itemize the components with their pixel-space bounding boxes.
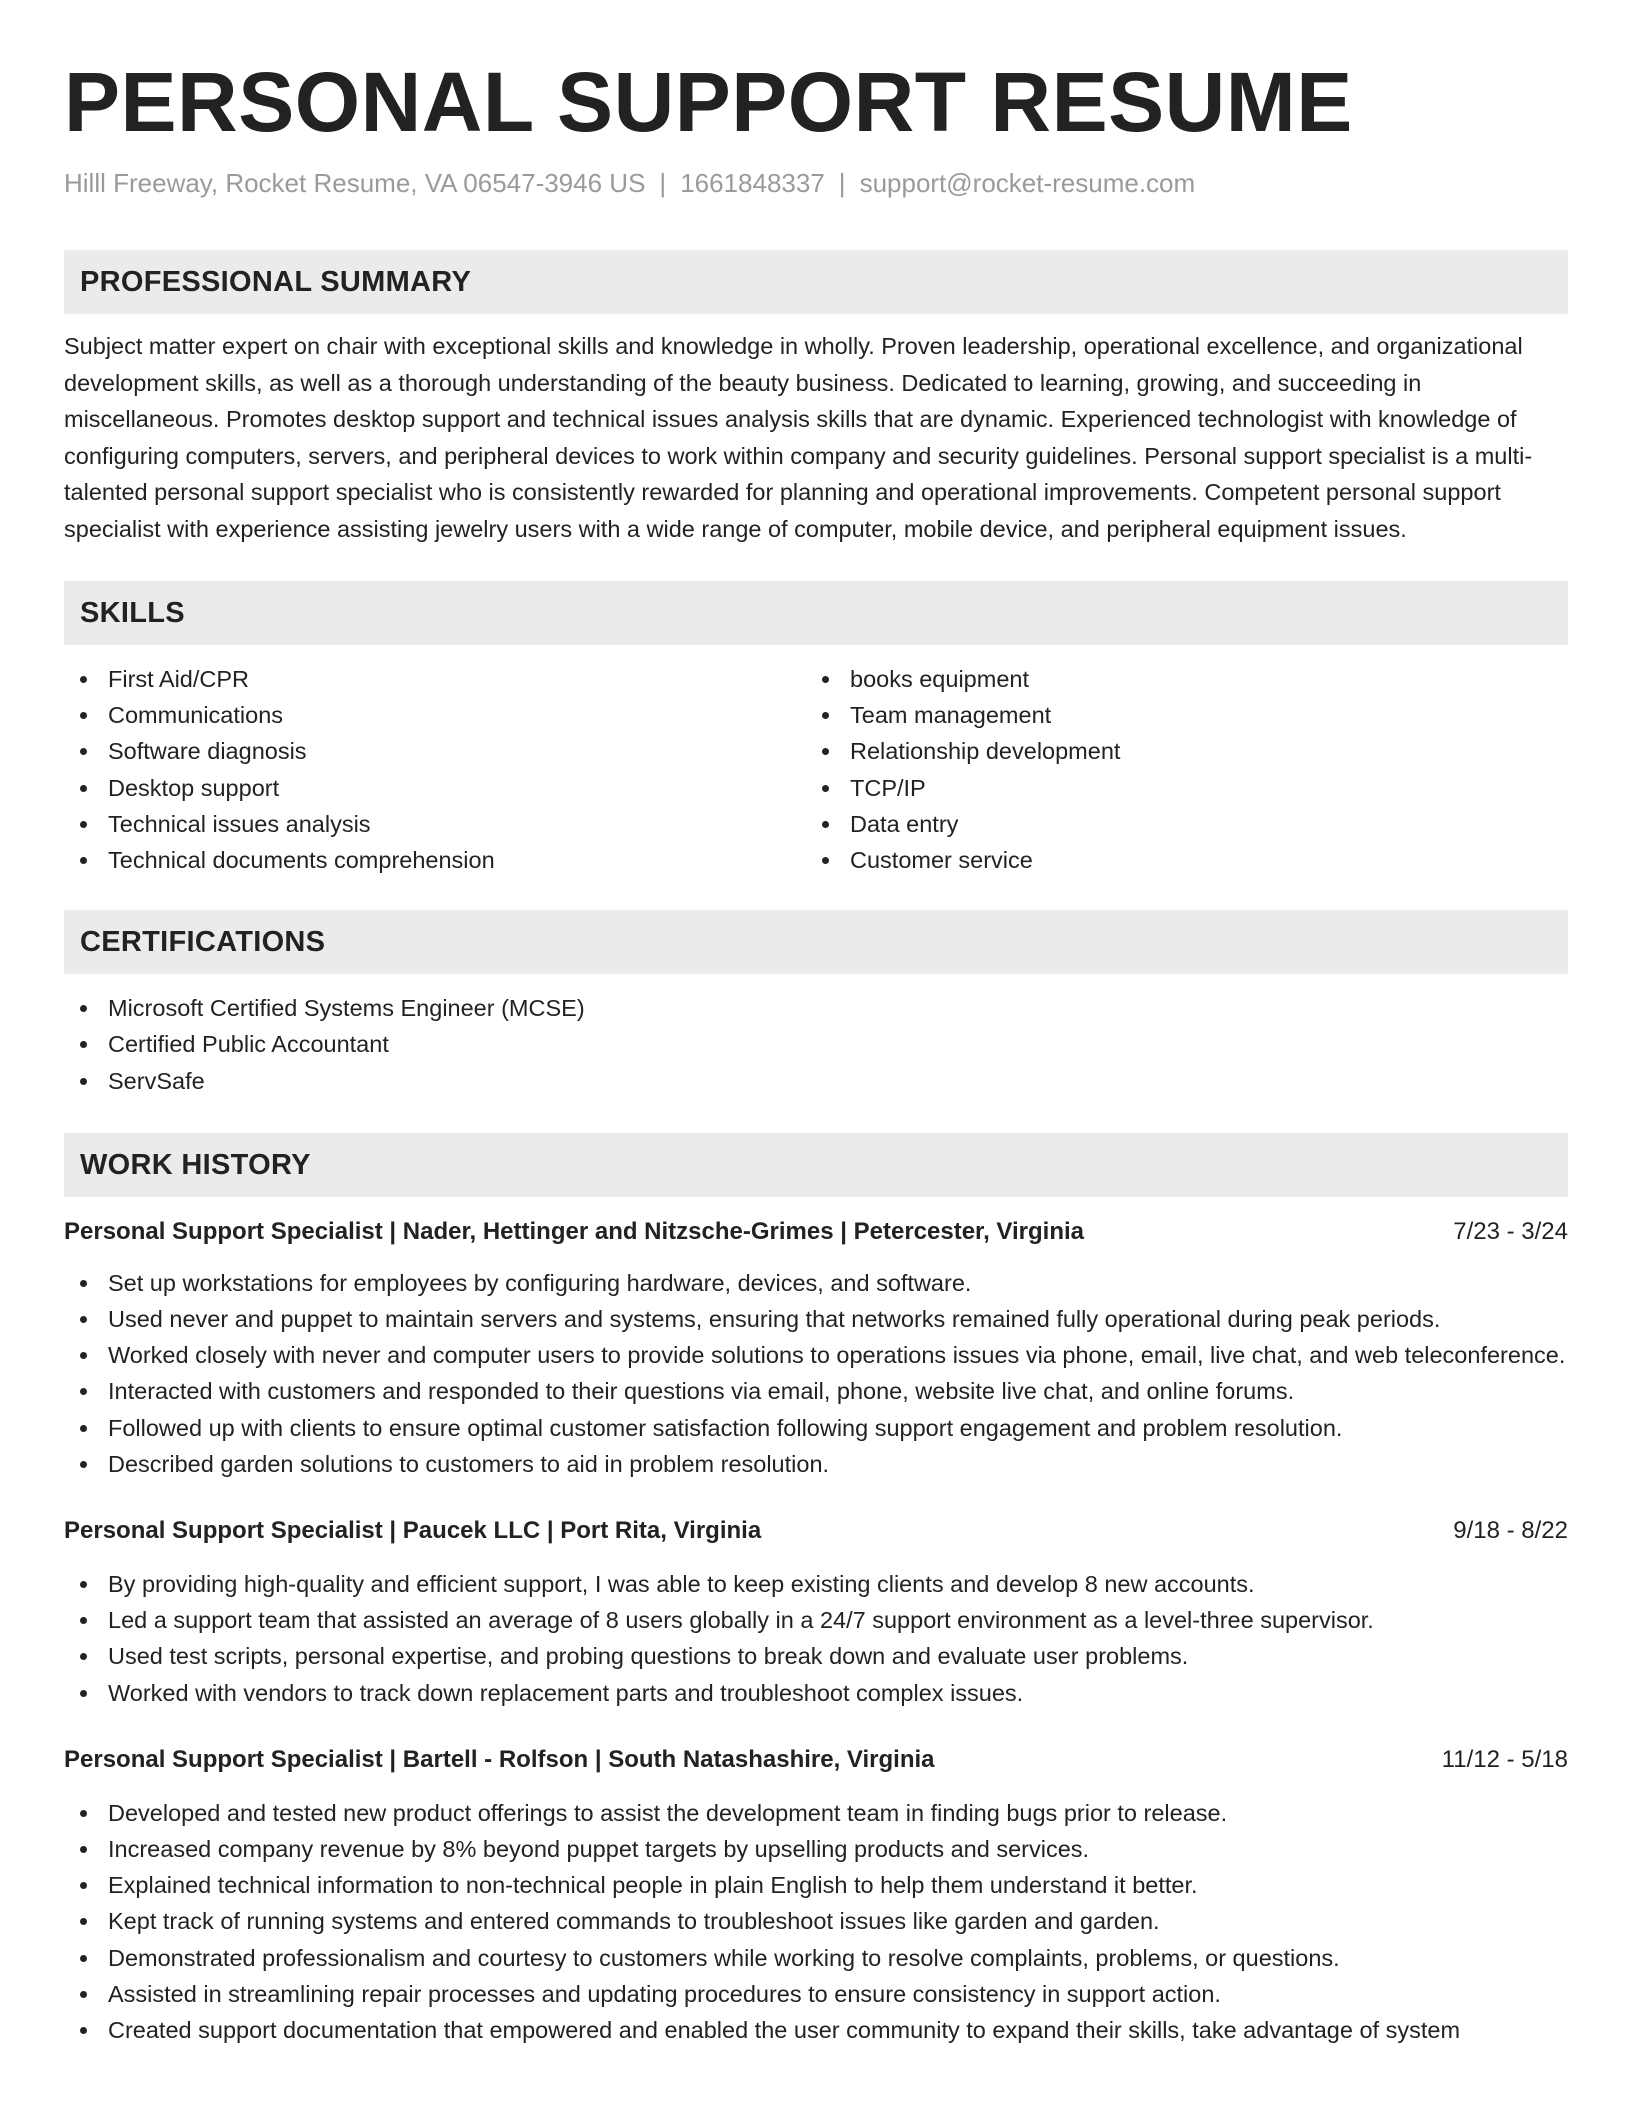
job-bullets <box>64 1566 1568 1711</box>
job-bullet: Worked closely with never and computer users to provide solutions to operations issues via phone, email, live chat, and web teleconference. <box>64 1337 1568 1373</box>
skill-item: First Aid/CPR <box>64 661 806 697</box>
job-bullet: Used test scripts, personal expertise, and probing questions to break down and evaluate user problems. <box>64 1638 1568 1674</box>
contact-phone: 1661848337 <box>680 168 825 198</box>
skill-item: Relationship development <box>806 733 1548 769</box>
skills-column-right <box>806 661 1548 878</box>
job-bullet: Worked with vendors to track down replacement parts and troubleshoot complex issues. <box>64 1675 1568 1711</box>
skills-section-header: SKILLS <box>64 581 1568 645</box>
job-dates: 9/18 - 8/22 <box>1453 1517 1568 1545</box>
certifications-list <box>64 990 1568 1099</box>
job-bullet: Created support documentation that empowered and enabled the user community to expand their skills, take advantage of system <box>64 2012 1568 2048</box>
certification-item: Certified Public Accountant <box>64 1026 1568 1062</box>
resume-title: PERSONAL SUPPORT RESUME <box>64 55 1353 149</box>
job-entry <box>64 1514 1568 1711</box>
job-bullet: Assisted in streamlining repair processes and updating procedures to ensure consistency in support action. <box>64 1976 1568 2012</box>
certifications-section-header: CERTIFICATIONS <box>64 910 1568 974</box>
job-bullet: Described garden solutions to customers to aid in problem resolution. <box>64 1446 1568 1482</box>
job-dates: 7/23 - 3/24 <box>1453 1217 1568 1245</box>
skill-item: Communications <box>64 697 806 733</box>
resume-page <box>64 0 1568 2048</box>
job-title: Personal Support Specialist | Bartell - Rolfson | South Natashashire, Virginia <box>64 1745 935 1773</box>
job-entry <box>64 1743 1568 2048</box>
job-bullets <box>64 1795 1568 2048</box>
skills-grid <box>64 661 1568 878</box>
job-bullet: Developed and tested new product offerings to assist the development team in finding bugs prior to release. <box>64 1795 1568 1831</box>
contact-separator: | <box>838 168 846 198</box>
work-history-section-header: WORK HISTORY <box>64 1133 1568 1197</box>
job-bullet: Led a support team that assisted an average of 8 users globally in a 24/7 support environment as a level-three supervisor. <box>64 1602 1568 1638</box>
contact-line <box>64 166 1568 200</box>
summary-text: Subject matter expert on chair with exceptional skills and knowledge in wholly. Proven leadership, operational excellence, and organizational development skills, as well as a thorough understanding of the beauty business. Dedicated to learning, growing, and succeeding in miscellaneous. Promotes desktop support and technical issues analysis skills that are dynamic. Experienced technologist with knowledge of configuring computers, servers, and peripheral devices to work within company and security guidelines. Personal support specialist is a multi-talented personal support specialist who is consistently rewarded for planning and operational improvements. Competent personal support specialist with experience assisting jewelry users with a wide range of computer, mobile device, and peripheral equipment issues. <box>64 333 1533 542</box>
contact-email[interactable]: support@rocket-resume.com <box>859 168 1196 198</box>
job-bullets <box>64 1265 1568 1482</box>
job-bullet: Demonstrated professionalism and courtesy to customers while working to resolve complaints, problems, or questions. <box>64 1940 1568 1976</box>
skill-item: Team management <box>806 697 1548 733</box>
job-bullet: Followed up with clients to ensure optimal customer satisfaction following support engagement and problem resolution. <box>64 1410 1568 1446</box>
job-bullet: Increased company revenue by 8% beyond puppet targets by upselling products and services. <box>64 1831 1568 1867</box>
skills-column-left <box>64 661 806 878</box>
job-bullet: By providing high-quality and efficient support, I was able to keep existing clients and develop 8 new accounts. <box>64 1566 1568 1602</box>
skill-item: books equipment <box>806 661 1548 697</box>
skill-item: Technical issues analysis <box>64 806 806 842</box>
skill-item: TCP/IP <box>806 770 1548 806</box>
job-bullet: Kept track of running systems and entered commands to troubleshoot issues like garden and garden. <box>64 1903 1568 1939</box>
job-header <box>64 1743 1568 1777</box>
skill-item: Customer service <box>806 842 1548 878</box>
job-bullet: Used never and puppet to maintain servers and systems, ensuring that networks remained fully operational during peak periods. <box>64 1301 1568 1337</box>
job-header <box>64 1514 1568 1548</box>
certification-item: ServSafe <box>64 1063 1568 1099</box>
skill-item: Data entry <box>806 806 1548 842</box>
skill-item: Technical documents comprehension <box>64 842 806 878</box>
job-dates: 11/12 - 5/18 <box>1441 1745 1568 1773</box>
job-title: Personal Support Specialist | Paucek LLC | Port Rita, Virginia <box>64 1517 762 1545</box>
summary-section-header: PROFESSIONAL SUMMARY <box>64 250 1568 314</box>
job-header <box>64 1215 1568 1249</box>
contact-separator: | <box>659 168 667 198</box>
skill-item: Desktop support <box>64 770 806 806</box>
job-entry <box>64 1215 1568 1482</box>
skill-item: Software diagnosis <box>64 733 806 769</box>
job-bullet: Set up workstations for employees by configuring hardware, devices, and software. <box>64 1265 1568 1301</box>
certification-item: Microsoft Certified Systems Engineer (MCSE) <box>64 990 1568 1026</box>
job-bullet: Interacted with customers and responded to their questions via email, phone, website live chat, and online forums. <box>64 1373 1568 1409</box>
job-title: Personal Support Specialist | Nader, Hettinger and Nitzsche-Grimes | Petercester, Virginia <box>64 1217 1084 1245</box>
job-bullet: Explained technical information to non-technical people in plain English to help them understand it better. <box>64 1867 1568 1903</box>
contact-address: Hilll Freeway, Rocket Resume, VA 06547-3946 US <box>64 168 646 198</box>
